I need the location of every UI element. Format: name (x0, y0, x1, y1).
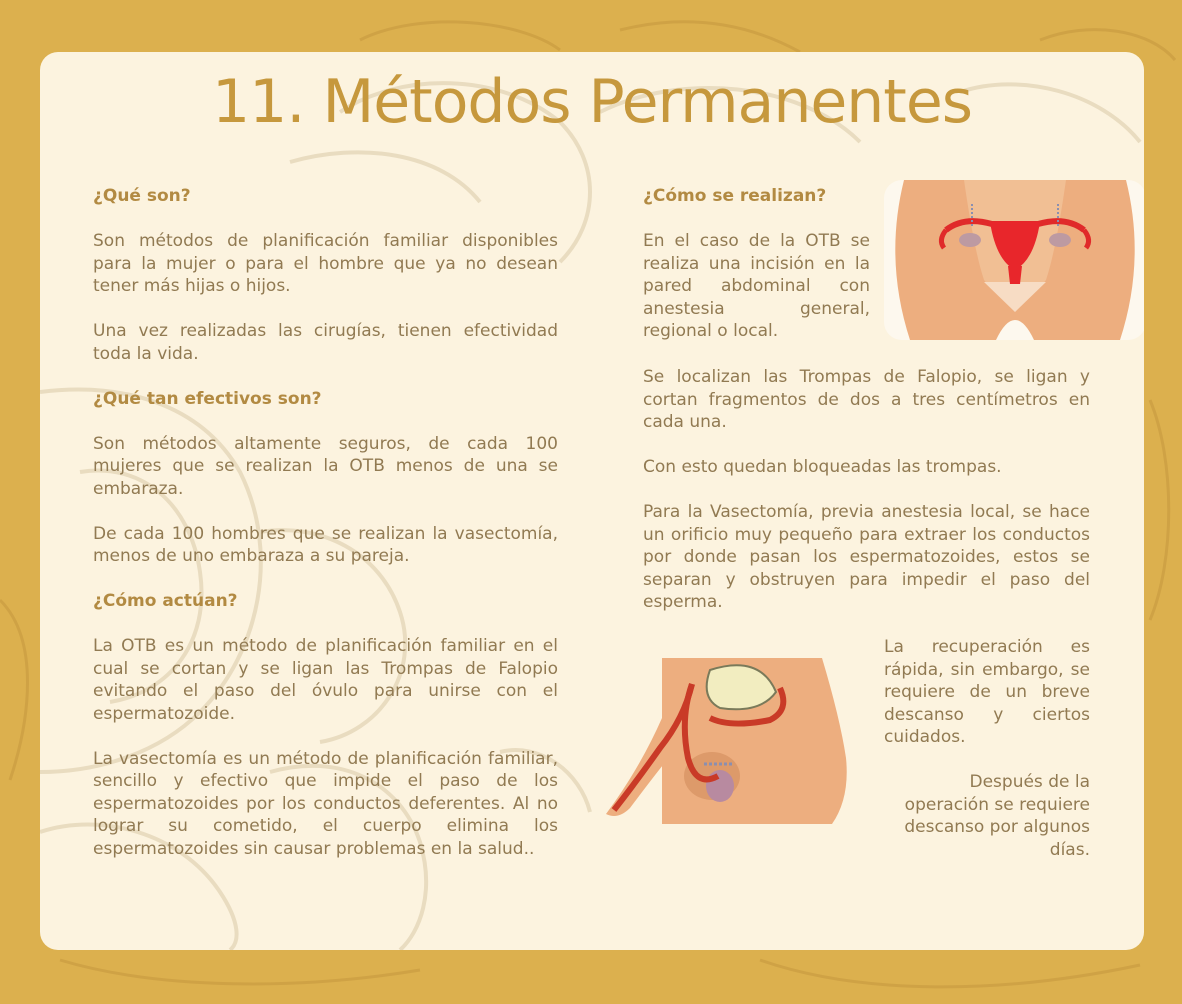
content-card (40, 52, 1144, 950)
paragraph: La vasectomía es un método de planificación familiar, sencillo y efectivo que impide el paso de los espermatozoides por los conductos deferentes. Al no lograr su cometido, el cuerpo elimina los espermatozoides sin causar problemas en la salud.. (93, 748, 558, 859)
heading-como-actuan: ¿Cómo actúan? (93, 591, 238, 611)
paragraph: La recuperación es rápida, sin embargo, se requiere de un breve descanso y ciertos cuidados. (884, 637, 1090, 747)
paragraph: Se localizan las Trompas de Falopio, se ligan y cortan fragmentos de dos a tres centímetros en cada una. (643, 367, 1090, 432)
heading-que-son: ¿Qué son? (93, 186, 191, 206)
heading-como-se-realizan: ¿Cómo se realizan? (643, 186, 827, 206)
paragraph: Son métodos altamente seguros, de cada 100 mujeres que se realizan la OTB menos de una se embaraza. (93, 433, 558, 499)
paragraph: En el caso de la OTB se realiza una incisión en la pared abdominal con anestesia general, regional o local. (643, 231, 870, 341)
page-title: 11. Métodos Permanentes (212, 67, 972, 137)
right-column-top (643, 185, 870, 365)
right-column-middle (643, 366, 1090, 636)
paragraph: Con esto quedan bloqueadas las trompas. (643, 457, 1002, 477)
left-column (93, 185, 558, 883)
heading-efectividad: ¿Qué tan efectivos son? (93, 388, 322, 409)
right-column-bottom (884, 636, 1090, 884)
vasectomy-illustration (600, 658, 860, 824)
paragraph: Para la Vasectomía, previa anestesia local, se hace un orificio muy pequeño para extraer los conductos por donde pasan los espermatozoides, estos se separan y obstruyen para impedir el paso del esperma. (643, 502, 1090, 612)
paragraph: Después de la operación se requiere descanso por algunos días. (904, 772, 1090, 860)
paragraph: De cada 100 hombres que se realizan la vasectomía, menos de uno embaraza a su pareja. (93, 523, 558, 566)
paragraph: La OTB es un método de planificación familiar en el cual se cortan y se ligan las Trompas de Falopio evitando el paso del óvulo para unirse con el espermatozoide. (93, 636, 558, 724)
paragraph: Son métodos de planificación familiar disponibles para la mujer o para el hombre que ya no desean tener más hijas o hijos. (93, 231, 558, 296)
uterus-tubal-ligation-illustration (884, 180, 1144, 340)
paragraph: Una vez realizadas las cirugías, tienen efectividad toda la vida. (93, 321, 558, 364)
